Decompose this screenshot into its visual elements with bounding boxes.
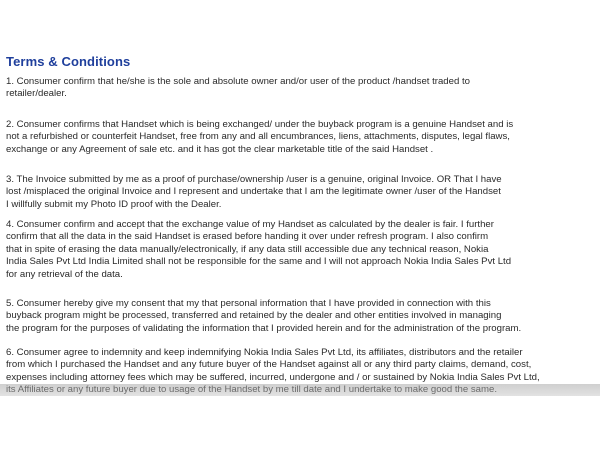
clause-line: I willfully submit my Photo ID proof with the Dealer. xyxy=(6,198,222,210)
clipped-line: its Affiliates or any future buyer due to usage of the Handset by me till date and I undertake to make good the same. xyxy=(6,384,497,395)
clause-line: from which I purchased the Handset and any future buyer of the Handset against all or any third party claims, demand, cost, xyxy=(6,359,532,371)
clause-line: for any retrieval of the data. xyxy=(6,268,123,280)
page-title: Terms & Conditions xyxy=(6,54,131,69)
clause-line: 5. Consumer hereby give my consent that my that personal information that I have provided in connection with this xyxy=(6,298,491,309)
clause-line: the program for the purposes of validating the information that I provided herein and for the administration of the program. xyxy=(6,322,522,334)
clause-line: exchange or any Agreement of sale etc. and it has got the clear marketable title of the said Handset . xyxy=(6,143,434,155)
clause-3 xyxy=(6,174,502,211)
clause-2 xyxy=(6,119,513,156)
clause-line: expenses including attorney fees which may be suffered, incurred, undergone and / or sustained by Nokia India Sales Pvt Ltd, xyxy=(6,371,540,383)
clause-line: India Sales Pvt Ltd India Limited shall not be responsible for the same and I will not approach Nokia India Sales Pvt Ltd xyxy=(6,256,512,268)
clause-4 xyxy=(6,219,511,281)
clause-line: that in spite of erasing the data manually/electronically, if any data still accessible due any technical reason, Nokia xyxy=(6,243,489,255)
clause-line: 6. Consumer agree to indemnity and keep indemnifying Nokia India Sales Pvt Ltd, its affiliates, distributors and the retailer xyxy=(6,347,523,358)
clause-6 xyxy=(6,347,540,384)
clause-1 xyxy=(6,76,470,101)
clause-line: 2. Consumer confirms that Handset which is being exchanged/ under the buyback program is a genuine Handset and is xyxy=(6,119,514,130)
clause-line: lost /misplaced the original Invoice and I represent and undertake that I am the legitimate owner /user of the Handset xyxy=(6,186,501,198)
clause-line: buyback program might be processed, transferred and retained by the dealer and other entities involved in managing xyxy=(6,310,502,322)
clause-line: confirm that all the data in the said Handset is erased before handing it over under refresh program. I also confirm xyxy=(6,231,489,243)
clause-5 xyxy=(6,298,521,335)
clause-line: retailer/dealer. xyxy=(6,88,67,100)
clause-line: not a refurbished or counterfeit Handset, free from any and all encumbrances, liens, attachments, disputes, legal flaws, xyxy=(6,131,510,143)
clause-line: 1. Consumer confirm that he/she is the sole and absolute owner and/or user of the product /handset traded to xyxy=(6,76,470,87)
clause-line: 4. Consumer confirm and accept that the exchange value of my Handset as calculated by the dealer is fair. I further xyxy=(6,219,494,230)
clause-line: 3. The Invoice submitted by me as a proof of purchase/ownership /user is a genuine, original Invoice. OR That I have xyxy=(6,174,502,185)
